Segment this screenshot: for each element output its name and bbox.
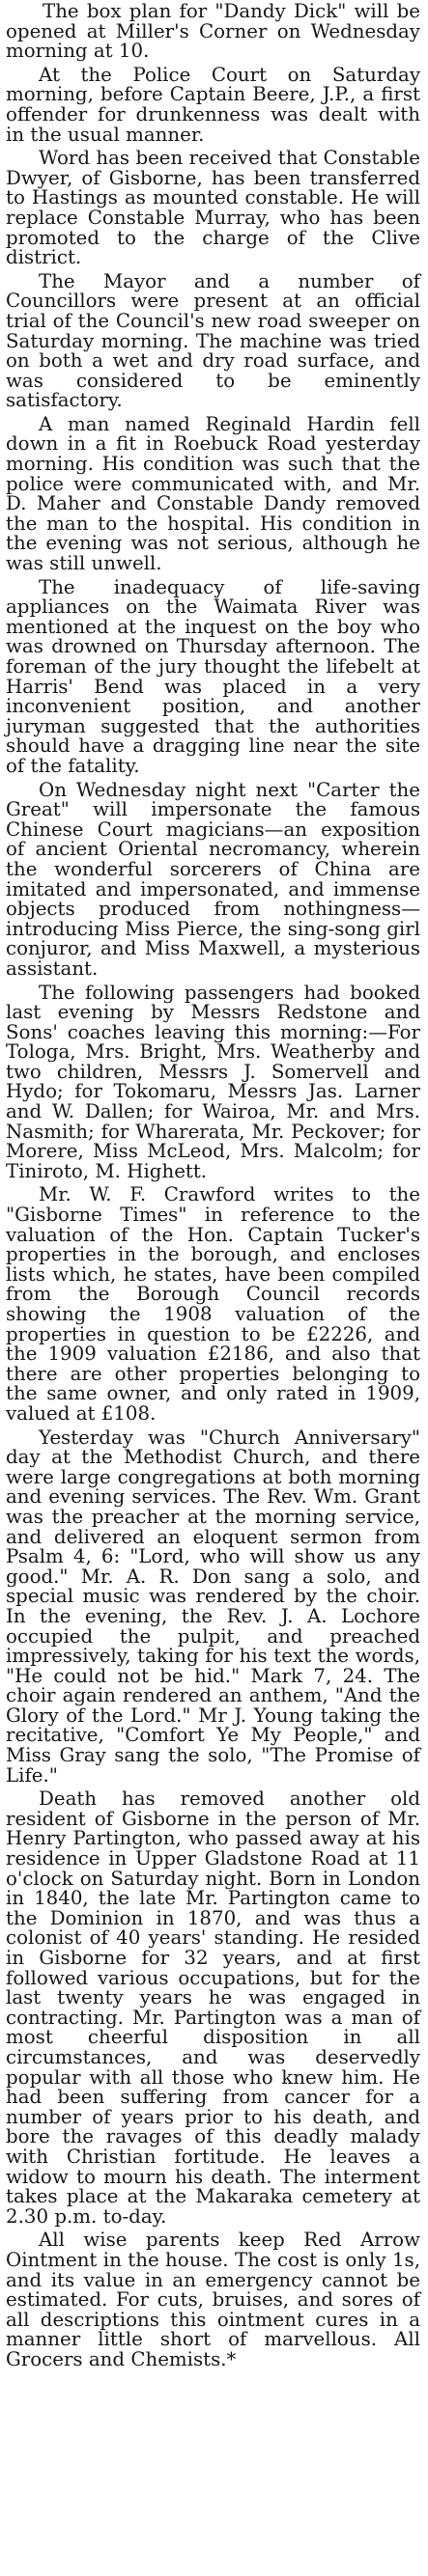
news-item-coach-passengers: The following passengers had booked last evening by Messrs Redstone and Sons' coaches leaving this morning:—For Tologa, Mrs. Bright, Mrs. Weatherby and two children, Messrs J. Somervell and Hydo; for Tokomaru, Messrs Jas. Larner and W. Dallen; for Wairoa, Mr. and Mrs. Nasmith; for Wharerata, Mr. Peckover; for Morere, Miss McLeod, Mrs. Malcolm; for Tiniroto, M. Highett. — [6, 981, 420, 1182]
news-item-red-arrow-ointment-advert: All wise parents keep Red Arrow Ointment in the house. The cost is only 1s, and its value in an emergency cannot be estimated. For cuts, bruises, and sores of all descriptions this ointment cures in a manner little short of marvellous. All Grocers and Chemists.* — [6, 2229, 420, 2370]
news-item-carter-the-great: On Wednesday night next "Carter the Great" will impersonate the famous Chinese Court magicians—an exposition of ancient Oriental necromancy, wherein the wonderful sorcerers of China are imitated and impersonated, and immense objects produced from nothingness—introducing Miss Pierce, the sing-song girl conjuror, and Miss Maxwell, a mysterious assistant. — [6, 778, 420, 980]
news-item-obituary-partington: Death has removed another old resident of Gisborne in the person of Mr. Henry Partington, who passed away at his residence in Upper Gladstone Road at 11 o'clock on Saturday night. Born in London in 1840, the late Mr. Partington came to the Dominion in 1870, and was thus a colonist of 40 years' standing. He resided in Gisborne for 32 years, and at first followed various occupations, but for the last twenty years he was engaged in contracting. Mr. Partington was a man of most cheerful disposition in all circumstances, and was deservedly popular with all those who knew him. He had been suffering from cancer for a number of years prior to his death, and bore the ravages of this deadly malady with Christian fortitude. He leaves a widow to mourn his death. The interment takes place at the Makaraka cemetery at 2.30 p.m. to-day. — [6, 1787, 420, 2228]
news-item-dandy-dick-box-plan: The box plan for "Dandy Dick" will be opened at Miller's Corner on Wednesday morning at 10. — [6, 0, 420, 63]
news-item-police-court: At the Police Court on Saturday morning, before Captain Beere, J.P., a first offender for drunkenness was dealt with in the usual manner. — [6, 63, 420, 146]
news-item-road-sweeper-trial: The Mayor and a number of Councillors were present at an official trial of the Council's new road sweeper on Saturday morning. The machine was tried on both a wet and dry road surface, and was considered to be eminently satisfactory. — [6, 269, 420, 412]
news-item-valuation-letter: Mr. W. F. Crawford writes to the "Gisborne Times" in reference to the valuation of the Hon. Captain Tucker's properties in the borough, and encloses lists which, he states, have been compiled from the Borough Council records showing the 1908 valuation of the properties in question to be £2226, and the 1909 valuation £2186, and also that there are other properties belonging to the same owner, and only rated in 1909, valued at £108. — [6, 1183, 420, 1425]
news-item-man-fell-in-fit: A man named Reginald Hardin fell down in a fit in Roebuck Road yesterday morning. His condition was such that the police were communicated with, and Mr. D. Maher and Constable Dandy removed the man to the hospital. His condition in the evening was not serious, although he was still unwell. — [6, 412, 420, 575]
news-item-church-anniversary: Yesterday was "Church Anniversary" day at the Methodist Church, and there were large congregations at both morning and evening services. The Rev. Wm. Grant was the preacher at the morning service, and delivered an eloquent sermon from Psalm 4, 6: "Lord, who will show us any good." Mr. A. R. Don sang a solo, and special music was rendered by the choir. In the evening, the Rev. J. A. Lochore occupied the pulpit, and preached impressively, taking for his text the words, "He could not be hid." Mark 7, 24. The choir again rendered an anthem, "And the Glory of the Lord." Mr J. Young taking the recitative, "Comfort Ye My People," and Miss Gray sang the solo, "The Promise of Life." — [6, 1426, 420, 1787]
news-item-life-saving-appliances: The inadequacy of life-saving appliances on the Waimata River was mentioned at the inquest on the boy who was drowned on Thursday afternoon. The foreman of the jury thought the lifebelt at Harris' Bend was placed in a very inconvenient position, and another juryman suggested that the authorities should have a dragging line near the site of the fatality. — [6, 575, 420, 777]
news-item-constable-transfer: Word has been received that Constable Dwyer, of Gisborne, has been transferred to Hastings as mounted constable. He will replace Constable Murray, who has been promoted to the charge of the Clive district. — [6, 147, 420, 269]
